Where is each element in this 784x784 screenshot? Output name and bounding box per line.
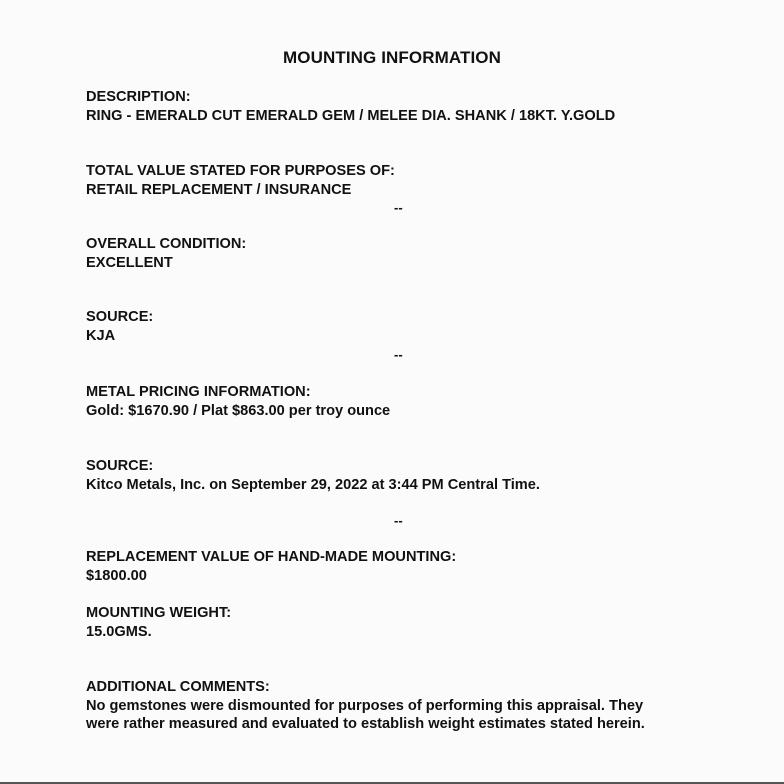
comments-line: No gemstones were dismounted for purposes of performing this appraisal. They — [86, 697, 644, 714]
source-value: KJA — [86, 327, 116, 344]
total-value-value: RETAIL REPLACEMENT / INSURANCE — [86, 181, 352, 198]
total-value-section — [86, 162, 395, 199]
weight-value: 15.0GMS. — [86, 623, 152, 640]
weight-label: MOUNTING WEIGHT: — [86, 605, 232, 621]
comments-section — [86, 678, 645, 734]
weight-section — [86, 604, 231, 641]
metal-pricing-label: METAL PRICING INFORMATION: — [86, 384, 311, 400]
description-label: DESCRIPTION: — [86, 89, 191, 105]
separator: -- — [394, 347, 403, 362]
description-section — [86, 88, 615, 125]
pricing-source-value: Kitco Metals, Inc. on September 29, 2022 at 3:44 PM Central Time. — [86, 476, 540, 493]
pricing-source-section — [86, 457, 540, 494]
metal-pricing-value: Gold: $1670.90 / Plat $863.00 per troy ounce — [86, 402, 391, 419]
replacement-value-label: REPLACEMENT VALUE OF HAND-MADE MOUNTING: — [86, 549, 457, 565]
replacement-value-value: $1800.00 — [86, 567, 147, 584]
total-value-label: TOTAL VALUE STATED FOR PURPOSES OF: — [86, 163, 395, 179]
condition-label: OVERALL CONDITION: — [86, 236, 247, 252]
condition-value: EXCELLENT — [86, 254, 173, 271]
comments-label: ADDITIONAL COMMENTS: — [86, 679, 270, 695]
separator: -- — [394, 200, 403, 215]
source-label: SOURCE: — [86, 309, 154, 325]
condition-section — [86, 235, 246, 272]
separator: -- — [394, 513, 403, 528]
comments-line: were rather measured and evaluated to establish weight estimates stated herein. — [86, 716, 645, 732]
metal-pricing-section — [86, 383, 390, 420]
description-value: RING - EMERALD CUT EMERALD GEM / MELEE DIA. SHANK / 18KT. Y.GOLD — [86, 107, 616, 124]
page-title: MOUNTING INFORMATION — [283, 48, 501, 67]
pricing-source-label: SOURCE: — [86, 458, 154, 474]
replacement-value-section — [86, 548, 456, 585]
source-section — [86, 308, 153, 345]
